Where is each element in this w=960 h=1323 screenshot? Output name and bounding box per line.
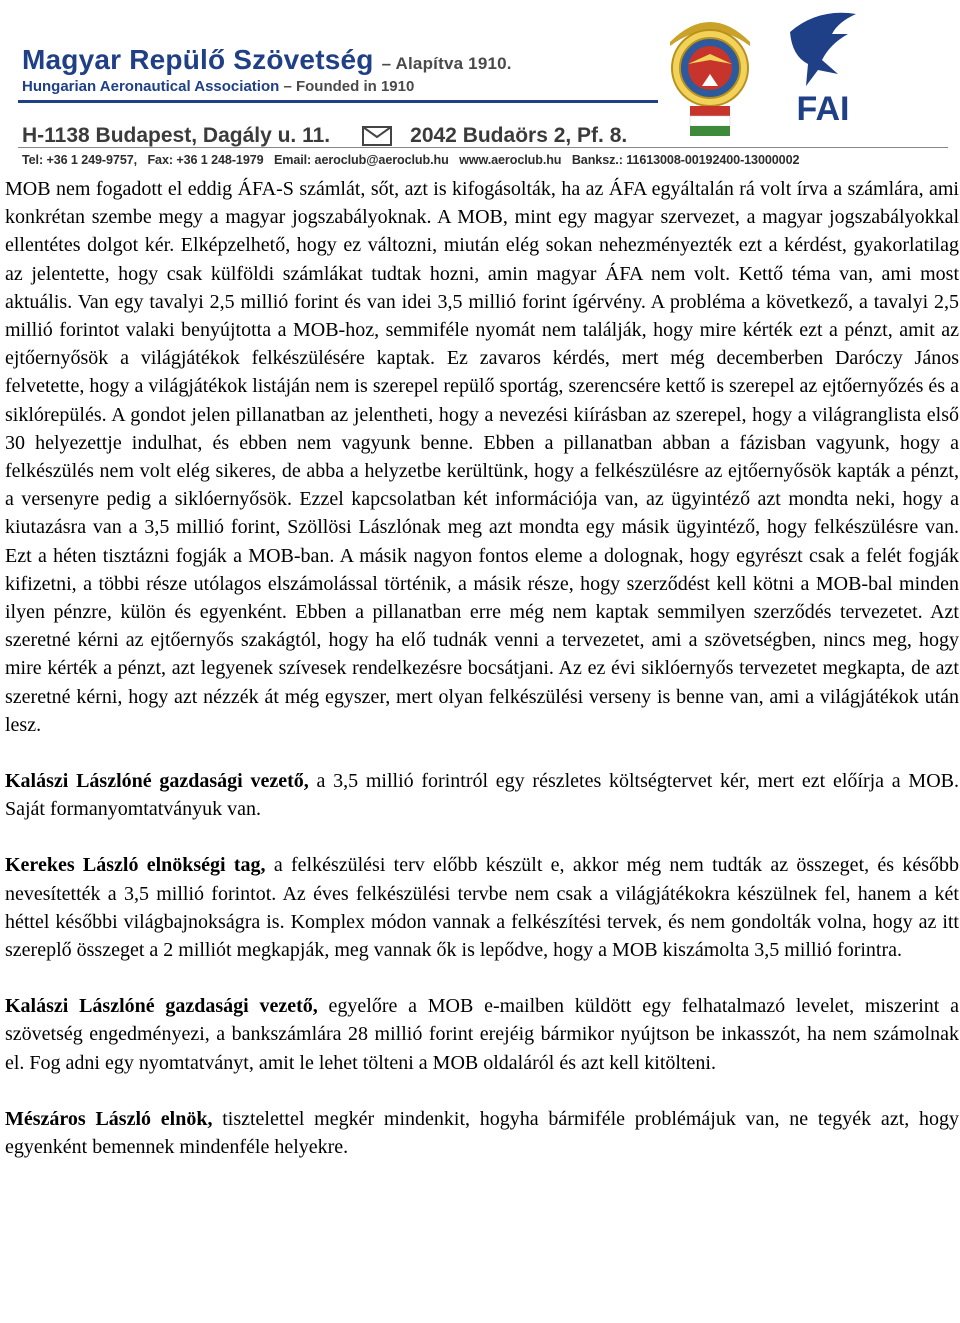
paragraph-text: a 3,5 millió forintról egy részletes költségtervet kér, mert ezt előírja a MOB. Saját formanyomtatványuk van. xyxy=(5,770,959,821)
paragraph xyxy=(5,1105,959,1161)
postal-address: 2042 Budaörs 2, Pf. 8. xyxy=(410,124,628,147)
org-founded-en: – Founded in 1910 xyxy=(283,78,415,95)
org-name-hu: Magyar Repülő Szövetség xyxy=(22,44,374,75)
paragraph-text: egyelőre a MOB e-mailben küldött egy felhatalmazó levelet, miszerint a szövetség engedményezi, a bankszámlára 28 millió forint erejéig bármikor nyújtson be inkasszót, ha nem számolnak el. Fog adni egy nyomtatványt, amit le lehet tölteni a MOB oldaláról és azt kell kitölteni. xyxy=(5,995,959,1074)
fai-logo-icon xyxy=(778,4,868,128)
org-name xyxy=(22,44,512,76)
envelope-icon xyxy=(362,126,392,146)
fai-label: FAI xyxy=(796,90,850,128)
email-address: Email: aeroclub@aeroclub.hu xyxy=(273,153,449,167)
speaker-name: Mészáros László elnök, xyxy=(5,1107,213,1130)
street-address: H-1138 Budapest, Dagály u. 11. xyxy=(22,124,331,147)
address-row xyxy=(22,124,627,148)
org-founded-hu: – Alapítva 1910. xyxy=(381,54,512,73)
paragraph-text: a felkészülési terv előbb készült e, akkor még nem tudták az összeget, és később nevesítették a 3,5 millió forintot. Az éves felkészülési tervbe nem csak a világjátékokra készülnek fel, hanem a két héttel későbbi világbajnokságra is. Komplex módon vannak a felkészítési tervek, és nem gondolták volna, hogy az itt szereplő összeget a 2 milliót megkapják, meg vannak ők is lepődve, hogy a MOB kiszámolta 3,5 millió forintra. xyxy=(5,854,959,962)
paragraph-text: MOB nem fogadott el eddig ÁFA-S számlát, sőt, azt is kifogásolták, ha az ÁFA egyáltalán rá volt írva a számlára, ami konkrétan szembe megy a magyar jogszabályoknak. A MOB, mint egy magyar szervezet, a magyar jogszabályokkal ellentétes dolgot kér. Elképzelhető, hogy ez változni, miután elég sokan nehezményezték ezt a kérdést, gyakorlatilag az jelentette, hogy csak külföldi számlákat tudtak hozni, amin magyar ÁFA nem volt. Kettő téma van, ami most aktuális. Van egy tavalyi 2,5 millió forint és van idei 3,5 millió forint ígérvény. A probléma a következő, a tavalyi 2,5 millió forintot valaki benyújtotta a MOB-hoz, semmiféle nyomát nem találják, hogy mire kérték ezt a pénzt, amit az ejtőernyősök a világjátékok felkészülésére kaptak. Ez zavaros kérdés, mert még decemberben Daróczy János felvetette, hogy a világjátékok listáján nem is szerepel repülő sportág, szerencsére kettő is szerepel az ejtőernyőzés és a siklórepülés. A gondot jelen pillanatban az jelentheti, hogy a nevezési kiírásban az szerepel, hogy a világranglista első 30 helyezettje indulhat, és ebben nem vagyunk benne. Ebben a pillanatban abban a fázisban vagyunk, hogy a felkészülés nem volt elég sikeres, de abba a helyzetbe kerültünk, hogy a felkészülésre az ejtőernyősök kapták a pénzt, a versenyre pedig a siklóernyősök. Ezzel kapcsolatban két információja van, az ügyintéző azt mondta neki, hogy a kiutazásra van a 3,5 millió forint, Szöllösi Lászlónak meg azt mondta egy másik ügyintéző, hogy felkészülésre van. Ezt a héten tisztázni fogják a MOB-ban. A másik nagyon fontos eleme a dolognak, hogy egyrészt csak a felét fogják kifizetni, a többi része utólagos elszámolással történik, a másik része, hogy szerződést kell kötni a MOB-bal minden ilyen pénzre, külön és egyenként. Ebben a pillanatban erre még nem kaptak semmilyen szerződés tervezetet. Azt szeretné kérni az ejtőernyős szakágtól, hogy ha elő tudnák venni a tervezetet, ami a szövetségben, nincs meg, hogy mire kérték a pénzt, azt legyenek szívesek rendelkezésre bocsátjani. Az ez évi siklóernyős tervezetet megkapta, de azt szeretné kérni, hogy azt nézzék át még egyszer, mert olyan felkészülési verseny is benne van, ami a világjátékok után lesz. xyxy=(5,178,959,736)
paragraph-text: tisztelettel megkér mindenkit, hogyha bármiféle problémájuk van, ne tegyék azt, hogy egyenként bemennek mindenféle helyekre. xyxy=(5,1107,960,1159)
letterhead xyxy=(0,0,960,172)
paragraph xyxy=(5,175,959,739)
paragraph xyxy=(5,992,959,1077)
phone-number: Tel: +36 1 249-9757, xyxy=(22,153,138,167)
header-divider xyxy=(18,100,658,103)
paragraph xyxy=(5,851,959,964)
speaker-name: Kalászi Lászlóné gazdasági vezető, xyxy=(5,770,309,793)
speaker-name: Kalászi Lászlóné gazdasági vezető, xyxy=(5,995,318,1018)
paragraph xyxy=(5,767,959,823)
speaker-name: Kerekes László elnökségi tag, xyxy=(5,854,266,877)
contact-divider xyxy=(18,147,948,148)
association-emblem-icon xyxy=(660,2,760,138)
org-name-en: Hungarian Aeronautical Association xyxy=(22,78,280,95)
document-body xyxy=(5,175,959,1161)
contact-row xyxy=(22,153,952,167)
bank-account: Banksz.: 11613008-00192400-13000002 xyxy=(571,153,800,167)
org-name-english xyxy=(22,78,414,95)
fax-number: Fax: +36 1 248-1979 xyxy=(147,153,264,167)
website: www.aeroclub.hu xyxy=(459,153,562,167)
